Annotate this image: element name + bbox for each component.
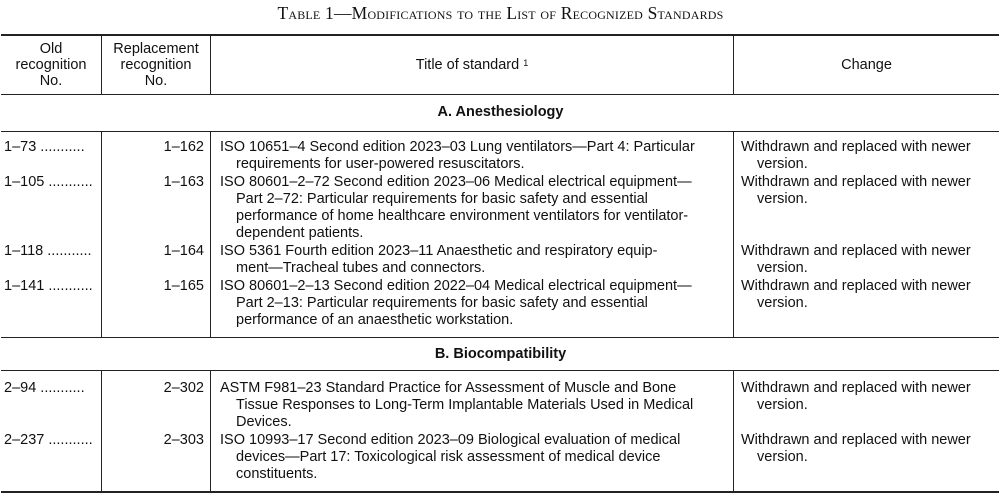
old-recognition-no: 1–105 ........... [4,174,93,190]
col-divider-2a [210,132,211,337]
change-description: Withdrawn and replaced with newer version. [741,278,971,311]
old-recognition-no: 2–237 ........... [4,432,93,448]
old-recognition-no: 2–94 ........... [4,380,85,396]
replacement-recognition-no: 1–163 [163,174,204,190]
header-old-recognition: Old recognition No. [15,41,87,89]
col-divider-3b [733,371,734,492]
header-change: Change [841,57,892,73]
replacement-recognition-no: 1–162 [163,139,204,155]
rule-section-b [1,370,999,371]
old-recognition-no: 1–73 ........... [4,139,85,155]
change-description: Withdrawn and replaced with newer version. [741,380,971,413]
change-description: Withdrawn and replaced with newer version. [741,432,971,465]
change-description: Withdrawn and replaced with newer version. [741,243,971,276]
standard-title: ISO 80601–2–72 Second edition 2023–06 Medical electrical equipment— Part 2–72: Particular requirements for basic safety and essential performance of home healthcare environment ventilators for ventilator-dependent patients. [220,174,692,241]
col-divider-1a [101,132,102,337]
standard-title: ISO 80601–2–13 Second edition 2022–04 Medical electrical equipment— Part 2–13: Particular requirements for basic safety and essential performance of an anaesthetic workstation. [220,278,692,328]
footnote-marker: 1 [523,58,529,68]
replacement-recognition-no: 2–302 [163,380,204,396]
col-divider-3a [733,132,734,337]
replacement-recognition-no: 1–164 [163,243,204,259]
replacement-recognition-no: 2–303 [163,432,204,448]
standard-title: ISO 5361 Fourth edition 2023–11 Anaesthetic and respiratory equip- ment—Tracheal tubes and connectors. [220,243,658,276]
table-caption: Table 1—Modifications to the List of Recognized Standards [277,3,724,23]
rule-section-a [1,131,999,132]
old-recognition-no: 1–141 ........... [4,278,93,294]
replacement-recognition-no: 1–165 [163,278,204,294]
col-divider-2b [210,371,211,492]
section-heading-anesthesiology: A. Anesthesiology [437,104,564,120]
rule-bottom [1,491,999,493]
standard-title: ISO 10651–4 Second edition 2023–03 Lung ventilators—Part 4: Particular requirements for user-powered resuscitators. [220,139,695,172]
rule-header-bottom [1,94,999,95]
rule-section-b-top [1,337,999,338]
standard-title: ASTM F981–23 Standard Practice for Assessment of Muscle and Bone Tissue Responses to Long-Term Implantable Materials Used in Medical Devices. [220,380,694,430]
header-title-of-standard: Title of standard $^1$ [415,57,529,73]
change-description: Withdrawn and replaced with newer version. [741,139,971,172]
change-description: Withdrawn and replaced with newer version. [741,174,971,207]
header-replacement-recognition: Replacement recognition No. [113,41,199,89]
old-recognition-no: 1–118 ........... [4,243,92,259]
standard-title: ISO 10993–17 Second edition 2023–09 Biological evaluation of medical devices—Part 17: Toxicological risk assessment of medical device constituents. [220,432,681,482]
section-heading-biocompatibility: B. Biocompatibility [434,346,567,362]
